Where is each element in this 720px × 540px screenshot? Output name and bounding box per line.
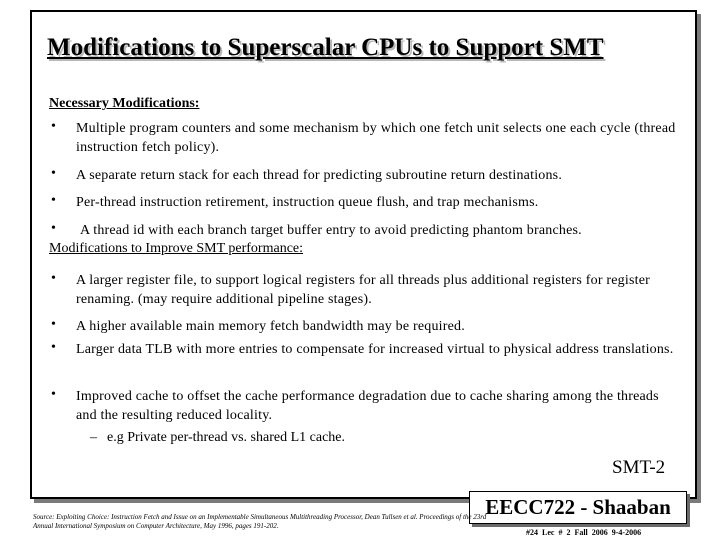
course-badge: EECC722 - Shaaban xyxy=(469,491,687,524)
necessary-item-2: A separate return stack for each thread for predicting subroutine return destinations. xyxy=(76,168,563,183)
slide-title: Modifications to Superscalar CPUs to Support SMT xyxy=(47,34,604,61)
slide-number: SMT-2 xyxy=(612,457,666,478)
lecture-info: #24 Lec # 2 Fall 2006 9-4-2006 xyxy=(526,528,642,537)
bullet-marker: • xyxy=(51,340,56,355)
improve-subitem: e.g Private per-thread vs. shared L1 cache. xyxy=(107,430,345,445)
bullet-marker: • xyxy=(51,119,56,134)
improve-item-4: Improved cache to offset the cache performance degradation due to cache sharing among the threads and the resulting reduced locality. xyxy=(76,389,659,423)
bullet-marker: • xyxy=(51,317,56,332)
bullet-marker: • xyxy=(51,193,56,208)
necessary-item-1: Multiple program counters and some mechanism by which one fetch unit selects one each cycle (thread instruction fetch policy). xyxy=(76,121,676,155)
bullet-marker: • xyxy=(51,221,56,236)
bullet-marker: • xyxy=(51,166,56,181)
source-citation: Source: Exploiting Choice: Instruction Fetch and Issue on an Implementable Simultaneous Multithreading Processor, Dean Tullsen et al. Proceedings of the 23rd Annual International Symposium on Computer Architecture, May 1996, pages 191-202. xyxy=(33,513,487,530)
improve-item-1: A larger register file, to support logical registers for all threads plus additional registers for register renaming. (may require additional pipeline stages). xyxy=(76,273,650,307)
improve-smt-heading: Modifications to Improve SMT performance: xyxy=(49,241,304,256)
bullet-marker: • xyxy=(51,271,56,286)
necessary-item-4: A thread id with each branch target buffer entry to avoid predicting phantom branches. xyxy=(80,223,582,238)
dash-marker: – xyxy=(90,430,97,445)
improve-item-3: Larger data TLB with more entries to compensate for increased virtual to physical address translations. xyxy=(76,342,674,357)
necessary-item-3: Per-thread instruction retirement, instruction queue flush, and trap mechanisms. xyxy=(76,195,539,210)
bullet-marker: • xyxy=(51,387,56,402)
improve-item-2: A higher available main memory fetch bandwidth may be required. xyxy=(76,319,465,334)
necessary-modifications-heading: Necessary Modifications: xyxy=(49,96,200,111)
